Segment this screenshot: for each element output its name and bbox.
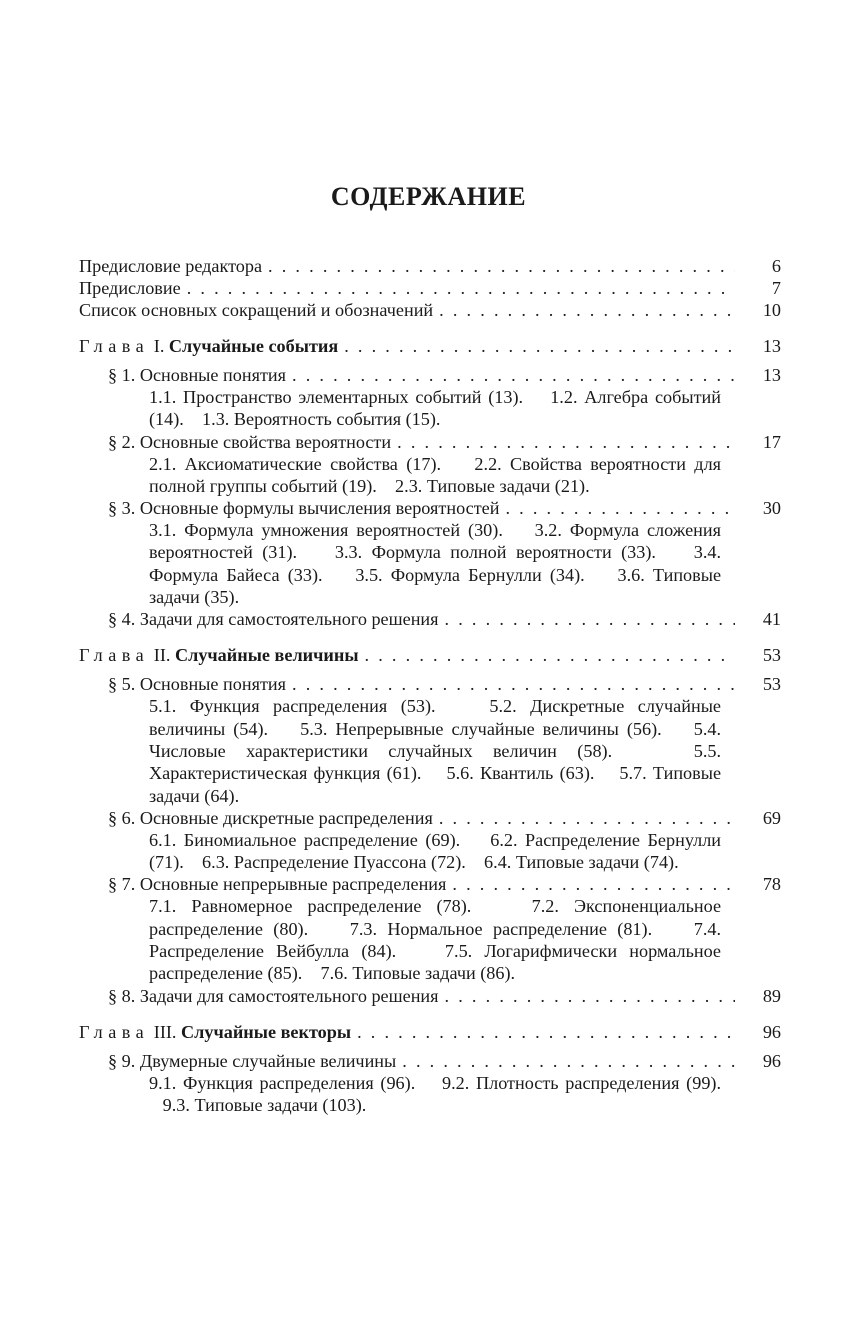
chapter-number: I. <box>149 336 169 356</box>
table-of-contents <box>79 255 781 1116</box>
page-title: СОДЕРЖАНИЕ <box>330 182 527 211</box>
subsection-item: 5.5. Характеристическая функция (61). <box>149 740 721 784</box>
subsection-item: 1.2. Алгебра событий (14). <box>149 387 722 430</box>
entry-label: § 7. Основные непрерывные распределения <box>108 874 447 895</box>
chapter-number: III. <box>149 1021 182 1042</box>
chapter-sections <box>79 364 781 630</box>
entry-label <box>79 1021 351 1043</box>
entry-label: § 2. Основные свойства вероятности <box>108 431 392 452</box>
section-entry <box>79 807 781 829</box>
subsection-item: 6.2. Распределение Бернулли (71). <box>149 829 722 873</box>
chapter-sections <box>79 1050 781 1117</box>
subsection-item: 7.6. Типовые задачи (86). <box>320 963 516 984</box>
subsection-item: 6.3. Распределение Пуассона (72). <box>202 852 466 873</box>
section-entry <box>79 497 781 519</box>
section-entry <box>79 873 781 895</box>
chapter-prefix: Глава <box>79 336 150 356</box>
entry-label: § 5. Основные понятия <box>108 674 286 695</box>
page-number: 41 <box>762 609 781 630</box>
page-number: 78 <box>762 874 781 895</box>
subsection-item: 1.3. Вероятность события (15). <box>202 409 441 430</box>
chapter-title: Случайные величины <box>174 645 359 666</box>
page-number: 6 <box>771 256 781 276</box>
subsection-item: 5.1. Функция распределения (53). <box>149 696 436 717</box>
page-number: 13 <box>762 336 781 356</box>
subsection-item: 9.1. Функция распределения (96). <box>149 1072 416 1093</box>
subsection-item: 7.4. Распределение Вейбулла (84). <box>149 918 722 962</box>
chapter-number: II. <box>149 645 175 666</box>
front-matter-entry <box>79 299 781 321</box>
entry-label: Список основных сокращений и обозначений <box>79 300 434 320</box>
subsection-item: 3.1. Формула умножения вероятностей (30). <box>149 520 503 541</box>
subsection-item: 3.4. Формула Байеса (33). <box>149 542 722 585</box>
entry-label: § 8. Задачи для самостоятельного решения <box>108 985 439 1006</box>
subsection-item: 6.4. Типовые задачи (74). <box>484 852 679 873</box>
dot-leader <box>187 277 735 299</box>
subsection-item: 7.1. Равномерное распределение (78). <box>149 896 472 917</box>
dot-leader <box>268 255 735 277</box>
front-matter-entry <box>79 255 781 277</box>
dot-leader <box>397 431 735 453</box>
entry-label: § 6. Основные дискретные распределения <box>108 807 433 828</box>
subsection-list <box>79 829 781 874</box>
page-number: 30 <box>762 498 781 519</box>
subsection-item: 7.2. Экспоненциальное распределение (80). <box>149 896 722 939</box>
page-number: 7 <box>771 278 781 298</box>
page-number: 53 <box>762 674 781 695</box>
chapter-prefix: Глава <box>79 1021 150 1042</box>
entry-label: § 1. Основные понятия <box>108 365 286 385</box>
subsection-item: 9.3. Типовые задачи (103). <box>162 1094 367 1115</box>
section-entry <box>79 985 781 1007</box>
page-number: 96 <box>762 1050 781 1071</box>
chapter-entry <box>79 335 781 357</box>
page-number: 17 <box>762 431 781 452</box>
subsection-item: 5.7. Типовые задачи (64). <box>149 763 722 806</box>
section-entry <box>79 364 781 386</box>
page-number: 10 <box>762 300 781 320</box>
chapter-entry <box>79 1021 781 1043</box>
dot-leader <box>357 1021 735 1043</box>
entry-label: § 3. Основные формулы вычисления вероятностей <box>108 498 500 519</box>
subsection-item: 3.2. Формула сложения вероятностей (31). <box>149 520 722 563</box>
chapter-entry <box>79 644 781 666</box>
subsection-item: 5.6. Квантиль (63). <box>446 763 595 784</box>
dot-leader <box>445 985 735 1007</box>
subsection-item: 2.2. Свойства вероятности для полной группы событий (19). <box>149 453 722 496</box>
entry-label: § 9. Двумерные случайные величины <box>108 1050 397 1071</box>
subsection-item: 5.2. Дискретные случайные величины (54). <box>149 696 722 739</box>
subsection-list <box>79 895 781 984</box>
dot-leader <box>292 673 735 695</box>
entry-label <box>79 335 338 357</box>
section-entry <box>79 673 781 695</box>
dot-leader <box>344 335 735 357</box>
subsection-item: 7.3. Нормальное распределение (81). <box>349 918 653 939</box>
subsection-list <box>79 695 781 806</box>
subsection-item: 5.4. Числовые характеристики случайных величин (58). <box>149 718 722 761</box>
subsection-item: 2.1. Аксиоматические свойства (17). <box>149 453 442 474</box>
dot-leader <box>439 299 735 321</box>
page-number: 69 <box>762 807 781 828</box>
subsection-list <box>79 386 781 431</box>
front-matter-entry <box>79 277 781 299</box>
section-entry <box>79 608 781 630</box>
dot-leader <box>452 873 735 895</box>
chapter-title: Случайные события <box>168 336 339 356</box>
subsection-item: 2.3. Типовые задачи (21). <box>395 475 590 496</box>
subsection-item: 9.2. Плотность распределения (99). <box>442 1072 722 1093</box>
subsection-item: 3.5. Формула Бернулли (34). <box>355 564 585 585</box>
chapter-prefix: Глава <box>79 645 150 666</box>
page-number: 89 <box>762 985 781 1006</box>
entry-label <box>79 644 359 666</box>
page-number: 96 <box>762 1021 781 1042</box>
subsection-item: 1.1. Пространство элементарных событий (13). <box>149 387 524 407</box>
page-number: 53 <box>762 645 781 666</box>
subsection-item: 3.3. Формула полной вероятности (33). <box>334 542 656 563</box>
entry-label: § 4. Задачи для самостоятельного решения <box>108 609 439 630</box>
subsection-item: 6.1. Биномиальное распределение (69). <box>149 829 461 850</box>
page-number: 13 <box>762 365 781 385</box>
subsection-item: 5.3. Непрерывные случайные величины (56). <box>300 718 662 739</box>
dot-leader <box>402 1050 735 1072</box>
subsection-list <box>79 519 781 608</box>
subsection-list <box>79 1072 781 1117</box>
subsection-item: 3.6. Типовые задачи (35). <box>149 564 722 608</box>
subsection-list <box>79 453 781 498</box>
dot-leader <box>505 497 735 519</box>
dot-leader <box>445 608 735 630</box>
dot-leader <box>292 364 735 386</box>
chapter-title: Случайные векторы <box>181 1021 352 1042</box>
section-entry <box>79 1050 781 1072</box>
entry-label: Предисловие редактора <box>79 256 263 276</box>
chapter-sections <box>79 673 781 1006</box>
entry-label: Предисловие <box>79 278 181 298</box>
subsection-item: 7.5. Логарифмически нормальное распределение (85). <box>149 941 722 984</box>
section-entry <box>79 431 781 453</box>
dot-leader <box>439 807 735 829</box>
dot-leader <box>365 644 735 666</box>
